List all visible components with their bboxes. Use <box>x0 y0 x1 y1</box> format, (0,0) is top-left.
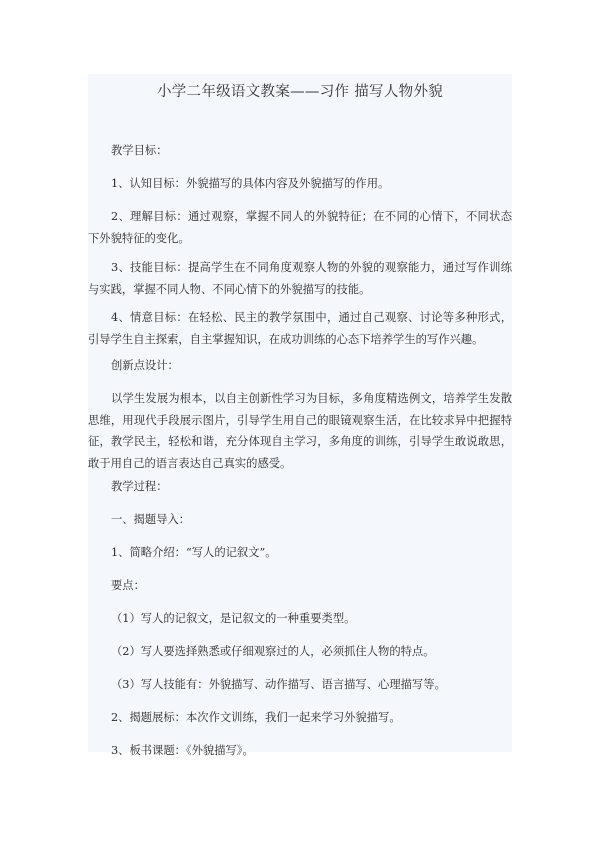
key-point-2: （2）写人要选择熟悉或仔细观察过的人，必须抓住人物的特点。 <box>111 645 435 658</box>
key-points-heading: 要点： <box>111 579 145 592</box>
objective-understanding: 2、理解目标：通过观察，掌握不同人的外貌特征；在不同的心情下，不同状态下外貌特征的变化。 <box>88 210 512 245</box>
innovation-heading: 创新点设计： <box>111 359 179 372</box>
step-intro-item-2: 2、揭题展标：本次作文训练，我们一起来学习外貌描写。 <box>111 711 401 724</box>
objective-skill: 3、技能目标：提高学生在不同角度观察人物的外貌的观察能力，通过写作训练与实践，掌握不同人物、不同心情下的外貌描写的技能。 <box>88 261 512 296</box>
key-point-1: （1）写人的记叙文，是记叙文的一种重要类型。 <box>111 612 356 625</box>
step-intro-heading: 一、揭题导入： <box>111 513 191 526</box>
document-title: 小学二年级语文教案——习作 描写人物外貌 <box>156 84 444 100</box>
step-intro-item-3: 3、板书课题：《外貌描写》。 <box>111 744 254 757</box>
process-heading: 教学过程： <box>111 480 168 493</box>
objective-emotion: 4、情意目标：在轻松、民主的教学氛围中，通过自己观察、讨论等多种形式，引导学生自主探索，自主掌握知识，在成功训练的心态下培养学生的写作兴趣。 <box>88 311 512 346</box>
key-point-3: （3）写人技能有：外貌描写、动作描写、语言描写、心理描写等。 <box>111 678 446 691</box>
objective-cognitive: 1、认知目标：外貌描写的具体内容及外貌描写的作用。 <box>111 177 390 190</box>
objectives-heading: 教学目标： <box>111 144 168 157</box>
innovation-text: 以学生发展为根本，以自主创新性学习为目标，多角度精选例文，培养学生发散思维，用现代手段展示图片，引导学生用自己的眼镜观察生活，在比较求异中把握特征，教学民主，轻松和谐，充分体现自主学习，多角度的训练，引导学生敢说敢思，敢于用自己的语言表达自己真实的感受。 <box>88 392 512 470</box>
step-intro-item-1: 1、简略介绍：“写人的记叙文”。 <box>111 546 277 559</box>
